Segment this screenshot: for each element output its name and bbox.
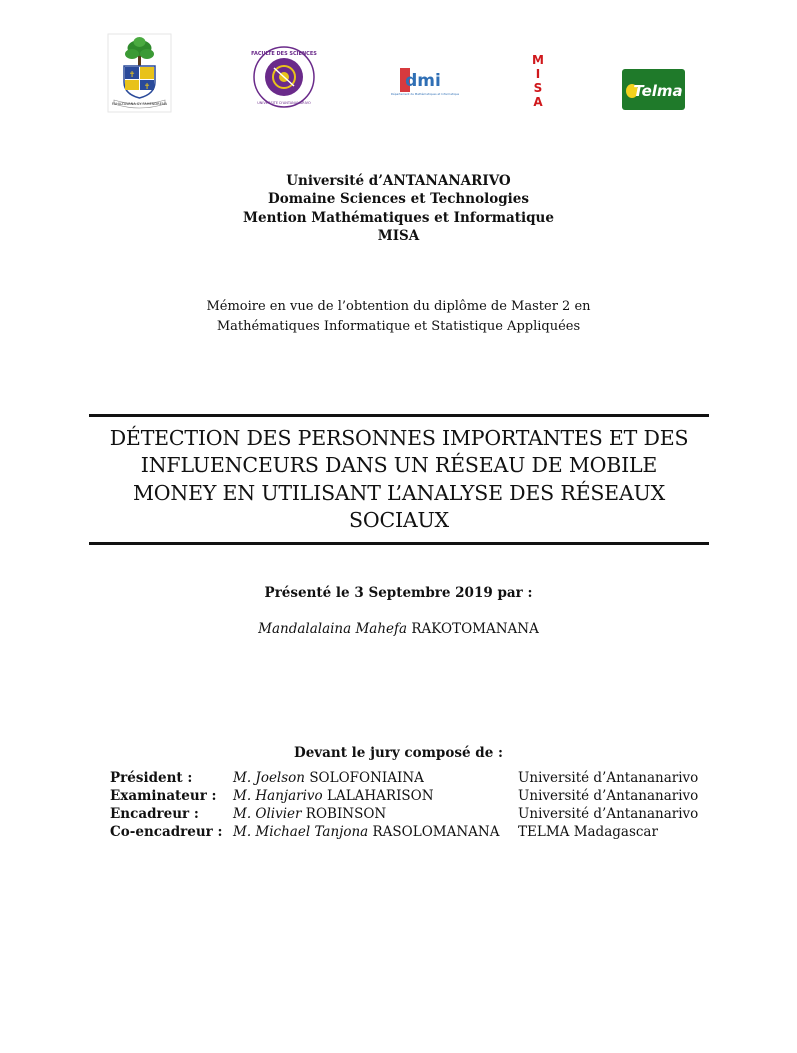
thesis-title xyxy=(89,425,709,534)
jury-role: Co-encadreur : xyxy=(110,824,223,840)
jury-member-name xyxy=(233,769,424,787)
jury-given-name: M. Joelson xyxy=(233,770,306,786)
jury-row-encadreur xyxy=(110,805,710,823)
svg-text:✝: ✝ xyxy=(143,82,151,91)
memoire-line-1: Mémoire en vue de l’obtention du diplôme de Master 2 en xyxy=(206,299,591,314)
jury-heading: Devant le jury composé de : xyxy=(294,745,503,761)
jury-family-name: ROBINSON xyxy=(305,806,387,822)
svg-text:A: A xyxy=(533,95,543,109)
memoire-description xyxy=(0,297,797,337)
svg-text:FACULTE DES SCIENCES: FACULTE DES SCIENCES xyxy=(251,51,317,57)
jury-affiliation: Université d’Antananarivo xyxy=(518,788,699,804)
title-line-2: INFLUENCEURS DANS UN RÉSEAU DE MOBILE xyxy=(140,453,658,478)
author-family-name: RAKOTOMANANA xyxy=(411,621,539,637)
jury-affiliation: Université d’Antananarivo xyxy=(518,770,699,786)
dmi-department-logo xyxy=(390,64,460,102)
university-name: Université d’ANTANANARIVO xyxy=(286,173,511,189)
jury-row-president xyxy=(110,769,710,787)
svg-text:✝: ✝ xyxy=(128,70,136,79)
university-seal-logo xyxy=(108,34,171,112)
jury-member-name xyxy=(233,805,386,823)
jury-given-name: M. Hanjarivo xyxy=(233,788,323,804)
jury-member-name xyxy=(233,823,499,841)
jury-role: Président : xyxy=(110,770,193,786)
jury-row-co-encadreur xyxy=(110,823,710,841)
jury-role: Examinateur : xyxy=(110,788,217,804)
jury-family-name: LALAHARISON xyxy=(326,788,434,804)
svg-text:FAHAZAVANA SY FAHENDRENA: FAHAZAVANA SY FAHENDRENA xyxy=(111,102,168,106)
svg-text:S: S xyxy=(533,81,543,95)
jury-family-name: RASOLOMANANA xyxy=(372,824,500,840)
title-line-3: MONEY EN UTILISANT L’ANALYSE DES RÉSEAUX xyxy=(132,480,666,505)
author-name xyxy=(0,621,797,637)
faculty-sciences-logo xyxy=(250,46,318,108)
presentation-label: Présenté le 3 Septembre 2019 par : xyxy=(264,585,533,601)
svg-text:I: I xyxy=(535,67,541,81)
jury-member-name xyxy=(233,787,434,805)
institution-block xyxy=(0,172,797,245)
title-bottom-rule xyxy=(89,542,709,545)
misa-logo xyxy=(530,52,546,110)
svg-text:UNIVERSITE D'ANTANANARIVO: UNIVERSITE D'ANTANANARIVO xyxy=(257,101,311,105)
title-top-rule xyxy=(89,414,709,417)
svg-text:Département de Mathématiques e: Département de Mathématiques et Informatique xyxy=(390,92,460,96)
jury-given-name: M. Olivier xyxy=(233,806,302,822)
svg-text:dmi: dmi xyxy=(405,71,441,91)
jury-given-name: M. Michael Tanjona xyxy=(233,824,369,840)
jury-affiliation: Université d’Antananarivo xyxy=(518,806,699,822)
jury-role: Encadreur : xyxy=(110,806,199,822)
jury-row-examinateur xyxy=(110,787,710,805)
svg-text:Telma: Telma xyxy=(633,82,683,100)
memoire-line-2: Mathématiques Informatique et Statistique Appliquées xyxy=(216,319,581,334)
telma-logo xyxy=(622,69,685,110)
mention-name: Mention Mathématiques et Informatique xyxy=(243,209,554,226)
domain-name: Domaine Sciences et Technologies xyxy=(268,191,529,208)
title-line-1: DÉTECTION DES PERSONNES IMPORTANTES ET DES xyxy=(109,426,689,450)
author-given-names: Mandalalaina Mahefa xyxy=(258,621,408,637)
jury-table xyxy=(110,769,710,841)
title-line-4: SOCIAUX xyxy=(349,507,449,532)
jury-affiliation: TELMA Madagascar xyxy=(518,824,658,840)
svg-text:M: M xyxy=(532,53,544,67)
logo-row xyxy=(0,0,745,120)
program-name: MISA xyxy=(377,227,420,244)
jury-family-name: SOLOFONIAINA xyxy=(309,770,424,786)
